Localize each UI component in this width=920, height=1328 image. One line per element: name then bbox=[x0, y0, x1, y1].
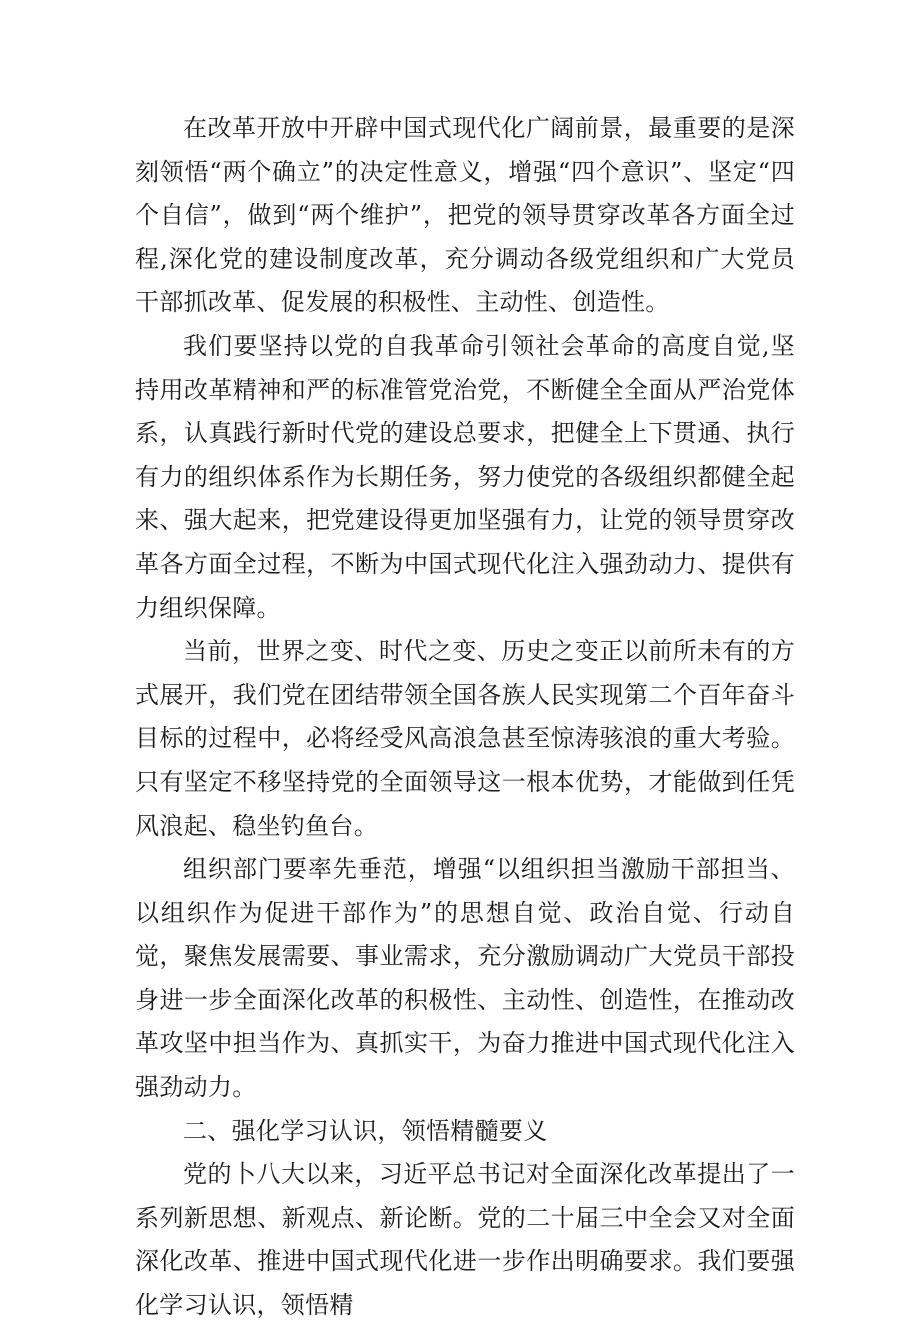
paragraph-5: 党的卜八大以来，习近平总书记对全面深化改革提出了一系列新思想、新观点、新论断。党的二十届三中全会又对全面深化改革、推进中国式现代化进一步作出明确要求。我们要强化学习认识，领悟精 bbox=[135, 1160, 795, 1320]
paragraph-2: 我们要坚持以党的自我革命引领社会革命的高度自觉,坚持用改革精神和严的标准管党治党，不断健全全面从严治党体系，认真践行新时代党的建设总要求，把健全上下贯通、执行有力的组织体系作为长期任务，努力使党的各级组织都健全起来、强大起来，把党建设得更加坚强有力，让党的领导贯穿改革各方面全过程，不断为中国式现代化注入强劲动力、提供有力组织保障。 bbox=[135, 331, 795, 622]
paragraph-1: 在改革开放中开辟中国式现代化广阔前景，最重要的是深刻领悟“两个确立”的决定性意义，增强“四个意识”、坚定“四个自信”，做到“两个维护”，把党的领导贯穿改革各方面全过程,深化党的建设制度改革，充分调动各级党组织和广大党员干部抓改革、促发展的积极性、主动性、创造性。 bbox=[135, 114, 795, 317]
paragraph-4: 组织部门要率先垂范，增强“以组织担当激励干部担当、以组织作为促进干部作为”的思想自觉、政治自觉、行动自觉，聚焦发展需要、事业需求，充分激励调动广大党员干部投身进一步全面深化改革的积极性、主动性、创造性，在推动改革攻坚中担当作为、真抓实干，为奋力推进中国式现代化注入强劲动力。 bbox=[135, 855, 795, 1102]
section-heading: 二、强化学习认识，领悟精髓要义 bbox=[183, 1116, 548, 1145]
document-body bbox=[135, 107, 795, 1328]
paragraph-3: 当前，世界之变、时代之变、历史之变正以前所未有的方式展开，我们党在团结带领全国各族人民实现第二个百年奋斗目标的过程中，必将经受风高浪急甚至惊涛骇浪的重大考验。只有坚定不移坚持党的全面领导这一根本优势，才能做到任凭风浪起、稳坐钓鱼台。 bbox=[135, 637, 795, 840]
